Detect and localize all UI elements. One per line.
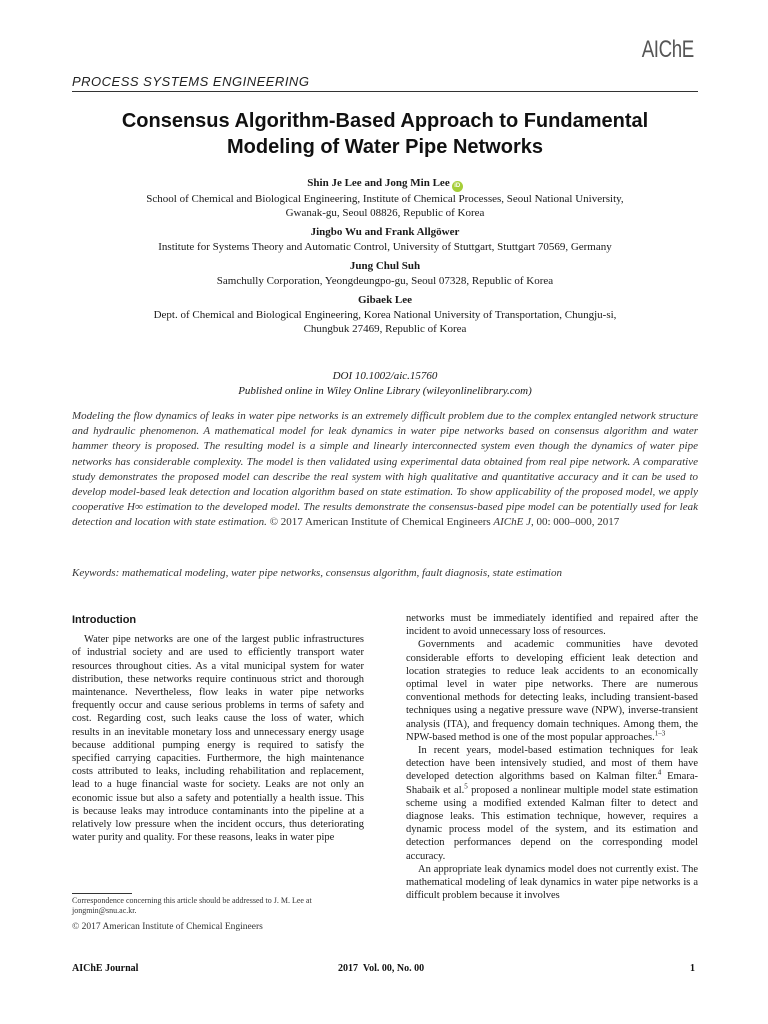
author-names: Jingbo Wu and Frank Allgöwer xyxy=(310,226,460,238)
author-affiliation: Chungbuk 27469, Republic of Korea xyxy=(303,323,467,335)
paragraph-text: In recent years, model-based estimation techniques for leak detection have been intensively studied, and most of them have developed detection algorithms based on Kalman filter. xyxy=(406,745,698,783)
citation-ref[interactable]: 4 xyxy=(657,768,662,777)
paragraph: networks must be immediately identified and repaired after the incident to avoid unnecessary loss of resources. xyxy=(406,613,698,638)
paragraph-text: Governments and academic communities have devoted considerable efforts to developing efficient leak detection and location strategies to reduce leak accidents to an economically optimal level in water pipe networks. There are numerous conventional methods for detecting leaks, including transient-based techniques using a negative pressure wave (NPW), inverse-transient analysis (ITA), and frequency domain techniques. Among them, the NPW-based method is one of the most popular approaches. xyxy=(406,639,698,743)
abstract-copyright: © 2017 American Institute of Chemical Engineers xyxy=(266,516,494,529)
doi-block xyxy=(72,369,698,399)
author-names: Gibaek Lee xyxy=(357,294,413,306)
journal-abbrev: AIChE J xyxy=(493,516,531,529)
correspondence-footnote xyxy=(72,893,372,916)
author-group-2 xyxy=(72,225,698,254)
author-affiliation: Gwanak-gu, Seoul 08826, Republic of Korea xyxy=(285,207,485,219)
author-group-3 xyxy=(72,259,698,288)
author-names xyxy=(72,176,698,192)
paragraph: An appropriate leak dynamics model does not currently exist. The mathematical modeling of leak dynamics in water pipe networks is a difficult problem because it involves xyxy=(406,863,698,902)
column-right xyxy=(406,612,698,902)
abstract xyxy=(72,409,698,531)
orcid-icon[interactable]: iD xyxy=(452,181,463,192)
author-group-1 xyxy=(72,176,698,220)
citation-ref[interactable]: 5 xyxy=(464,782,468,791)
published-online: Published online in Wiley Online Library (wileyonlinelibrary.com) xyxy=(238,385,532,397)
abstract-text: Modeling the flow dynamics of leaks in water pipe networks is an extremely difficult problem due to the complex entangled network structure and hydraulic phenomenon. A mathematical model for leak dynamics in water pipe networks based on consensus algorithm and water hammer theory is proposed. The resulting model is a simple and linearly interconnected system even though the dynamics of water pipe networks has considerable complexity. The model is then validated using experimental data obtained from real pipe network. A comparative study demonstrates the proposed model can describe the real system with high qualitative and quantitative accuracy and it can be used to develop model-based leak detection and location algorithm based on state estimation. To show applicability of the proposed model, we apply cooperative H∞ estimation to the developed model. The results demonstrate the consensus-based pipe model can be potentially used for leak detection and location with state estimation. xyxy=(72,410,698,529)
copyright-notice: © 2017 American Institute of Chemical Engineers xyxy=(72,922,263,932)
paragraph xyxy=(406,744,698,863)
author-names-text: Shin Je Lee and Jong Min Lee xyxy=(307,177,450,189)
article-title xyxy=(72,108,698,160)
paragraph: Water pipe networks are one of the largest public infrastructures of industrial society and are used to efficiently transport water resources throughout cities. As a vital municipal system for water distribution, these networks require continuous strict and thorough maintenance. Nevertheless, flow leaks in water pipe networks frequently occur and cause serious problems in terms of safety and cost. Regarding cost, such leaks cause the loss of water, which results in an inevitable monetary loss and unnecessary energy usage because additional pumping energy is required to satisfy the specified carrying capacities. Furthermore, the high maintenance costs attributed to leaks, including rehabilitation and replacement, lead to a huge financial waste for society. Leaks are not only an economic issue but also a safety and potentially a health issue. This is because leaks may introduce contaminants into the pipeline at a relatively low pressure when the incident occurs, thus deteriorating water purity and quality. For these reasons, leaks in water pipe xyxy=(72,634,364,844)
author-affiliation: School of Chemical and Biological Engineering, Institute of Chemical Processes, Seoul National University, xyxy=(146,193,624,205)
author-names: Jung Chul Suh xyxy=(349,260,421,272)
abstract-citation: , 00: 000–000, 2017 xyxy=(530,516,620,529)
page-number: 1 xyxy=(690,963,695,974)
paragraph xyxy=(406,638,698,744)
title-line-1: Consensus Algorithm-Based Approach to Fundamental xyxy=(121,110,649,132)
footer-journal: AIChE Journal xyxy=(72,963,139,974)
column-left xyxy=(72,610,364,844)
publisher-logo: AIChE xyxy=(641,36,694,63)
title-line-2: Modeling of Water Pipe Networks xyxy=(227,136,543,158)
citation-ref[interactable]: 1–3 xyxy=(654,729,666,738)
author-list xyxy=(72,176,698,341)
footer-issue: 2017 Vol. 00, No. 00 xyxy=(338,963,425,974)
footnote-rule xyxy=(72,893,132,894)
section-label: PROCESS SYSTEMS ENGINEERING xyxy=(72,74,310,89)
section-heading: Introduction xyxy=(72,614,137,626)
author-affiliation: Institute for Systems Theory and Automatic Control, University of Stuttgart, Stuttgart 70569, Germany xyxy=(158,241,612,253)
keywords: Keywords: mathematical modeling, water pipe networks, consensus algorithm, fault diagnosis, state estimation xyxy=(72,567,562,579)
doi-link[interactable]: DOI 10.1002/aic.15760 xyxy=(332,370,438,382)
header-rule xyxy=(72,91,698,92)
footnote-text: Correspondence concerning this article should be addressed to J. M. Lee at jongmin@snu.ac.kr. xyxy=(72,896,312,915)
author-affiliation: Dept. of Chemical and Biological Engineering, Korea National University of Transportation, Chungju-si, xyxy=(153,309,617,321)
paragraph-text: proposed a nonlinear multiple model state estimation scheme using a modified extended Kalman filter to detect and diagnose leaks. This estimation technique, however, requires a dynamic process model of the system, and its estimation and detection performances depend on the corresponding model accuracy. xyxy=(406,784,698,862)
author-affiliation: Samchully Corporation, Yeongdeungpo-gu, Seoul 07328, Republic of Korea xyxy=(216,275,554,287)
paragraph-text: Emara-Shabaik et al. xyxy=(406,771,698,796)
author-group-4 xyxy=(72,293,698,336)
